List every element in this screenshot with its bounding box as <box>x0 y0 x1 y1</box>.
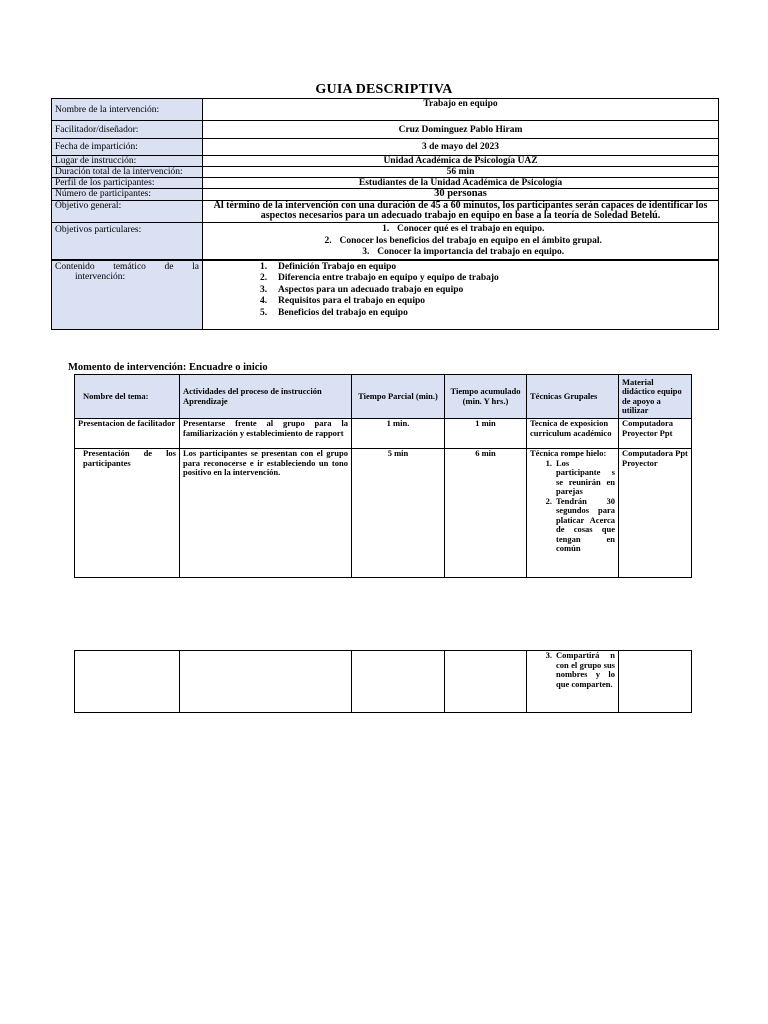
info-value: 3 de mayo del 2023 <box>203 139 719 156</box>
list-item: 3. Compartirá n con el grupo sus nombres y lo que comparten. <box>545 650 615 689</box>
list-item: 1. Definición Trabajo en equipo <box>260 261 397 272</box>
info-row <box>52 121 719 139</box>
tecnica-list <box>530 459 615 554</box>
list-item: 1. Los participante s se reunirán en parejas <box>545 457 615 496</box>
list-item: 2. Tendrán 30 segundos para platicar Acerca de cosas que tengan en común <box>545 495 615 553</box>
header-material: Material didáctico equipo de apoyo a utilizar <box>619 375 692 419</box>
info-label: Perfil de los participantes: <box>52 178 203 189</box>
info-row <box>52 189 719 201</box>
schedule-table-continuation <box>74 650 692 713</box>
contenido-list <box>206 262 715 320</box>
table-header-row <box>75 375 692 419</box>
tecnica-title: Técnica rompe hielo: <box>530 448 607 458</box>
cell-parcial: 5 min <box>352 449 445 578</box>
cell-actividad: Los participantes se presentan con el grupo para reconocerse e ir estableciendo un tono positivo en la intervención. <box>180 449 352 578</box>
info-label: Lugar de instrucción: <box>52 156 203 167</box>
momento-heading: Momento de intervención: Encuadre o inicio <box>68 362 268 373</box>
table-row <box>75 449 692 578</box>
header-actividades: Actividades del proceso de instrucción Aprendizaje <box>180 375 352 419</box>
cell-parcial: 1 min. <box>352 419 445 449</box>
list-item: 3. Conocer la importancia del trabajo en equipo. <box>362 247 565 257</box>
info-row <box>52 201 719 223</box>
info-label: Objetivo general: <box>52 201 203 223</box>
cell-material: Computadora Ppt Proyector <box>619 449 692 578</box>
table-row <box>75 419 692 449</box>
schedule-table <box>74 374 692 578</box>
cell-tecnica: Tecnica de exposicion curriculum académico <box>527 419 619 449</box>
tecnica-list <box>530 651 615 689</box>
info-label: Número de participantes: <box>52 189 203 201</box>
cell-actividad <box>180 651 352 713</box>
info-row <box>52 223 719 260</box>
list-item: 2. Diferencia entre trabajo en equipo y equipo de trabajo <box>260 273 499 283</box>
objetivos-list <box>206 224 715 259</box>
info-row <box>52 156 719 167</box>
info-label: Facilitador/diseñador: <box>52 121 203 139</box>
cell-parcial <box>352 651 445 713</box>
cell-actividad: Presentarse frente al grupo para la familiarización y establecimiento de rapport <box>180 419 352 449</box>
cell-acumulado <box>445 651 527 713</box>
info-row <box>52 99 719 121</box>
cell-tema: Presentacion de facilitador <box>75 419 180 449</box>
objetivo-general-text: Al término de la intervención con una duración de 45 a 60 minutos, los participantes serán capaces de identificar los aspectos necesarios para un adecuado trabajo en equipo en base a la teoría de Soledad Betelú. <box>203 201 719 223</box>
header-nombre: Nombre del tema: <box>75 375 180 419</box>
cell-acumulado: 6 min <box>445 449 527 578</box>
info-value: 30 personas <box>203 189 719 201</box>
info-row <box>52 260 719 330</box>
info-value: 56 min <box>203 167 719 178</box>
cell-tecnica <box>527 449 619 578</box>
list-item: 3. Aspectos para un adecuado trabajo en equipo <box>260 284 464 295</box>
cell-tecnica <box>527 651 619 713</box>
list-item: 5. Beneficios del trabajo en equipo <box>260 307 408 318</box>
header-tiempo-parcial: Tiempo Parcial (min.) <box>352 375 445 419</box>
list-item: 1. Conocer qué es el trabajo en equipo. <box>382 224 545 234</box>
header-tecnicas: Técnicas Grupales <box>527 375 619 419</box>
info-value: Estudiantes de la Unidad Académica de Psicología <box>203 178 719 189</box>
header-tiempo-acumulado: Tiempo acumulado (min. Y hrs.) <box>445 375 527 419</box>
info-value: Unidad Académica de Psicología UAZ <box>203 156 719 167</box>
cell-tema <box>75 651 180 713</box>
info-row <box>52 178 719 189</box>
cell-material: Computadora Proyector Ppt <box>619 419 692 449</box>
info-label: Duración total de la intervención: <box>52 167 203 178</box>
info-table <box>51 98 719 330</box>
info-value: Cruz Dominguez Pablo Hiram <box>203 121 719 139</box>
page-title: GUIA DESCRIPTIVA <box>315 82 453 97</box>
info-label: Fecha de impartición: <box>52 139 203 156</box>
contenido-cell <box>203 260 719 330</box>
info-row <box>52 139 719 156</box>
info-label: Objetivos particulares: <box>52 223 203 260</box>
info-label: Nombre de la intervención: <box>52 99 203 121</box>
info-value: Trabajo en equipo <box>203 99 719 121</box>
table-row <box>75 651 692 713</box>
cell-material <box>619 651 692 713</box>
cell-tema: Presentación de los participantes <box>75 449 180 578</box>
contenido-label: Contenido temático de la intervención: <box>52 260 203 330</box>
objetivos-cell <box>203 223 719 260</box>
list-item: 4. Requisitos para el trabajo en equipo <box>260 296 425 306</box>
list-item: 2. Conocer los beneficios del trabajo en equipo en el ámbito grupal. <box>324 235 602 246</box>
cell-acumulado: 1 min <box>445 419 527 449</box>
info-row <box>52 167 719 178</box>
